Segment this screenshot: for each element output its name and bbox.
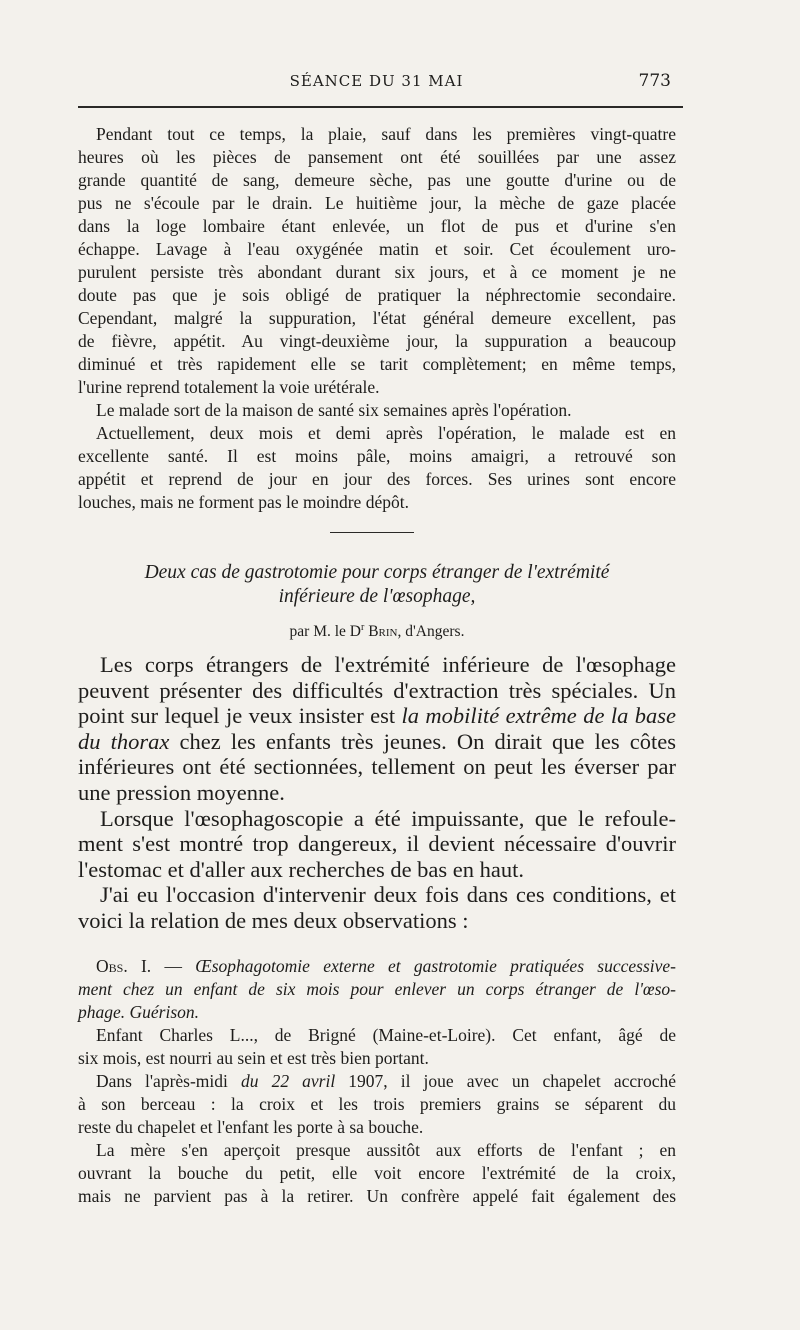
- byline-prefix: par M. le D: [289, 623, 361, 641]
- text-line: reste du chapelet et l'enfant les porte à sa bouche.: [78, 1117, 424, 1137]
- header-rule: [78, 106, 683, 108]
- text-line: dans la loge lombaire étant enlevée, un flot de pus et d'urine s'en: [78, 216, 676, 236]
- text-line: l'estomac et d'aller aux recherches de bas en haut.: [78, 856, 525, 882]
- observation-title: ment chez un enfant de six mois pour enlever un corps étranger de l'œso-: [78, 979, 676, 999]
- text-line: de fièvre, appétit. Au vingt-deuxième jour, la suppuration a beaucoup: [78, 331, 676, 351]
- emphasis-text: la mobilité extrême de la base: [401, 703, 676, 729]
- text-line: ouvrant la bouche du petit, elle voit encore l'extrémité de la croix,: [78, 1163, 676, 1183]
- article-byline: [78, 622, 676, 641]
- text-run: chez les enfants très jeunes. On dirait que les côtes: [169, 728, 677, 754]
- observation-label: Obs. I.: [96, 956, 152, 976]
- text-line: pus ne s'écoule par le drain. Le huitième jour, la mèche de gaze placée: [78, 193, 676, 213]
- text-run: —: [151, 956, 196, 976]
- text-line: Le malade sort de la maison de santé six semaines après l'opération.: [96, 400, 572, 420]
- text-line: [78, 703, 676, 729]
- observation-title: Œsophagotomie externe et gastrotomie pratiquées successive-: [195, 956, 676, 976]
- text-line: Actuellement, deux mois et demi après l'opération, le malade est en: [96, 423, 676, 443]
- text-line: Enfant Charles L..., de Brigné (Maine-et-Loire). Cet enfant, âgé de: [96, 1025, 676, 1045]
- emphasis-text: du thorax: [78, 728, 170, 754]
- text-line: Cependant, malgré la suppuration, l'état général demeure excellent, pas: [78, 308, 676, 328]
- running-head: [78, 66, 675, 96]
- text-line: grande quantité de sang, demeure sèche, pas une goutte d'urine ou de: [78, 170, 676, 190]
- text-line: diminué et très rapidement elle se tarit complètement; en même temps,: [78, 354, 676, 374]
- text-line: voici la relation de mes deux observations :: [78, 907, 469, 933]
- text-line: Les corps étrangers de l'extrémité inférieure de l'œsophage: [100, 652, 676, 677]
- running-head-title: SÉANCE DU 31 MAI: [289, 72, 464, 90]
- text-run: Dans l'après-midi: [96, 1071, 241, 1091]
- article-title-line: inférieure de l'œsophage,: [278, 586, 476, 607]
- closing-paragraphs: [78, 123, 676, 514]
- text-line: échappe. Lavage à l'eau oxygénée matin et soir. Cet écoulement uro-: [78, 239, 676, 259]
- text-line: à son berceau : la croix et les trois premiers grains se séparent du: [78, 1094, 676, 1114]
- text-line: inférieures ont été sectionnées, tellement on peut les éverser par: [78, 754, 676, 780]
- page-number: 773: [638, 71, 671, 91]
- text-line: six mois, est nourri au sein et est très bien portant.: [78, 1048, 429, 1068]
- text-line: l'urine reprend totalement la voie urétérale.: [78, 377, 380, 397]
- intro-paragraphs: [78, 652, 676, 934]
- text-line: une pression moyenne.: [78, 779, 285, 805]
- observation-section: [78, 955, 676, 1208]
- text-run: 1907, il joue avec un chapelet accroché: [335, 1071, 676, 1091]
- text-line: mais ne parvient pas à la retirer. Un confrère appelé fait également des: [78, 1186, 676, 1206]
- emphasis-text: du 22 avril: [240, 1071, 336, 1091]
- text-line: purulent persiste très abondant durant six jours, et à ce moment je ne: [78, 262, 676, 282]
- text-line: doute pas que je sois obligé de pratiquer la néphrectomie secondaire.: [78, 285, 676, 305]
- text-line: excellente santé. Il est moins pâle, moins amaigri, a retrouvé son: [78, 446, 676, 466]
- text-line: [78, 1070, 676, 1093]
- text-line: heures où les pièces de pansement ont été souillées par une assez: [78, 147, 676, 167]
- text-line: J'ai eu l'occasion d'intervenir deux fois dans ces conditions, et: [100, 882, 676, 908]
- text-line: appétit et reprend de jour en jour des forces. Ses urines sont encore: [78, 469, 676, 489]
- text-line: Lorsque l'œsophagoscopie a été impuissante, que le refoule-: [100, 805, 676, 831]
- article-title-line: Deux cas de gastrotomie pour corps étranger de l'extrémité: [144, 562, 610, 583]
- text-line: ment s'est montré trop dangereux, il devient nécessaire d'ouvrir: [78, 831, 676, 857]
- observation-title: phage. Guérison.: [78, 1002, 200, 1022]
- author-name: Brin: [368, 623, 398, 641]
- text-run: point sur lequel je veux insister est: [78, 703, 402, 729]
- text-line: [78, 1001, 676, 1024]
- text-line: [78, 729, 676, 755]
- byline-suffix: , d'Angers.: [397, 623, 465, 641]
- article-title: [78, 561, 676, 609]
- text-line: [78, 978, 676, 1001]
- text-line: Pendant tout ce temps, la plaie, sauf dans les premières vingt-quatre: [96, 124, 676, 144]
- byline-superscript: r: [361, 622, 365, 633]
- text-line: peuvent présenter des difficultés d'extraction très spéciales. Un: [78, 677, 676, 703]
- text-line: [78, 955, 676, 978]
- section-divider: [330, 532, 414, 533]
- text-line: louches, mais ne forment pas le moindre dépôt.: [78, 492, 409, 512]
- text-line: La mère s'en aperçoit presque aussitôt aux efforts de l'enfant ; en: [96, 1140, 676, 1160]
